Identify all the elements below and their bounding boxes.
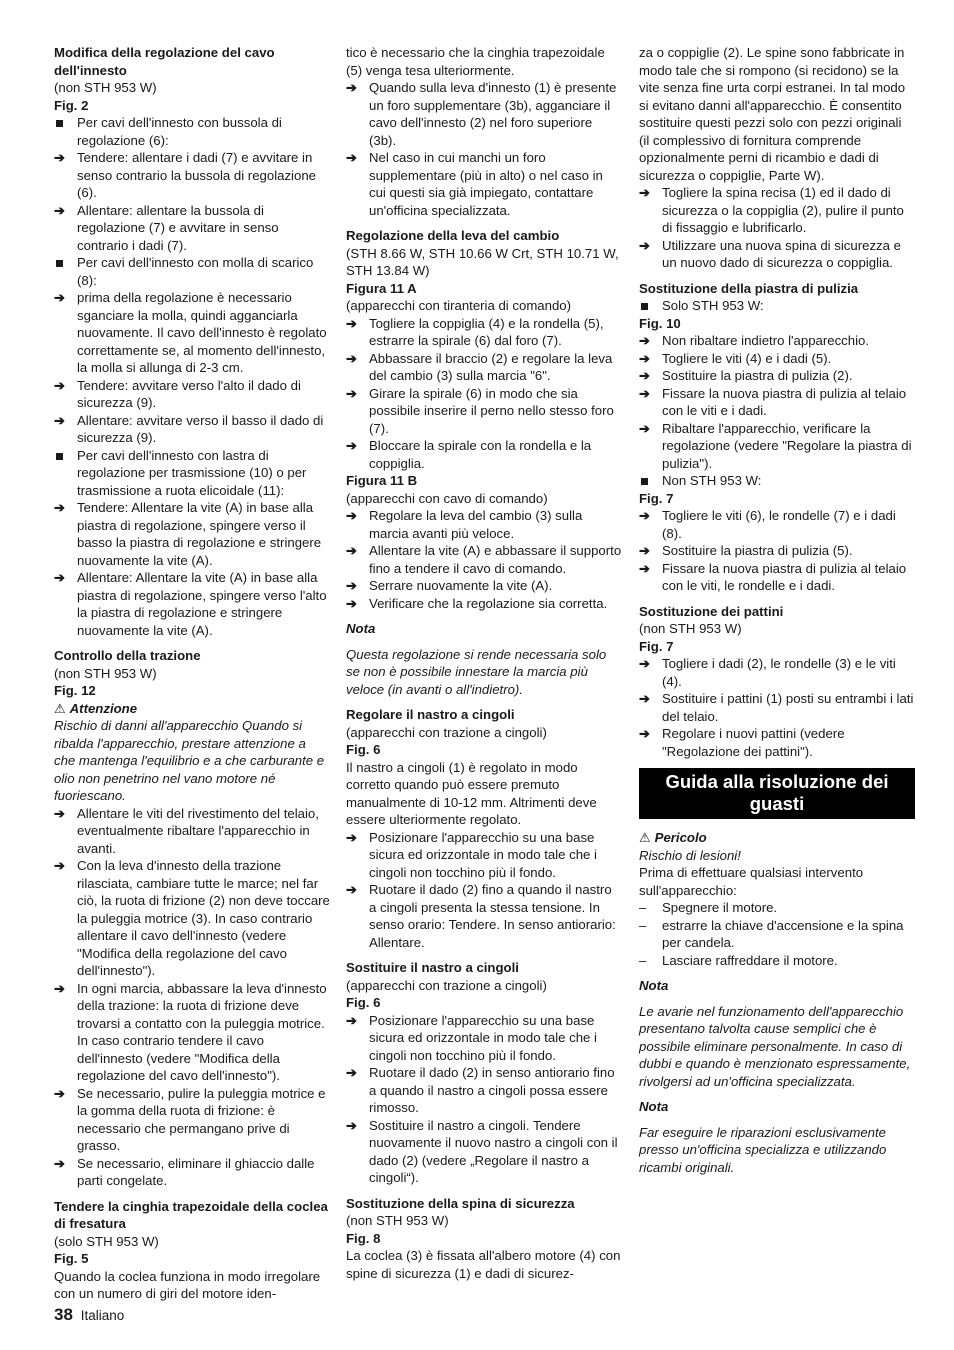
step-item [639,542,915,560]
paragraph: za o coppiglie (2). Le spine sono fabbricate in modo tale che si rompono (si recidono) se la vite senza fine urta corpi estranei. In tal modo si evitano danni all'apparecchio. È consentito sostituire questi pezzi solo con pezzi originali (il complessivo di fornitura comprende opzionalmente perni di ricambio e dadi di sicurezza o coppiglie, Parte W). [639,45,906,183]
note-text: Questa regolazione si rende necessaria solo se non è possibile innestare la marcia più veloce (in avanti o all'indietro). [346,646,607,697]
item-text: Serrare nuovamente la vite (A). [369,578,553,593]
dash-icon: – [639,900,647,915]
step-item [54,857,330,980]
item-text: Ruotare il dado (2) in senso antiorario fino a quando il nastro a cingoli possa essere rimosso. [369,1065,615,1115]
step-item [346,542,622,577]
square-bullet-icon [639,297,657,315]
step-item [639,725,915,760]
item-text: Allentare: allentare la bussola di regolazione (7) e avvitare in senso contrario i dadi (7). [77,202,279,253]
warning-label: Pericolo [654,830,707,845]
arrow-right-icon: ➔ [54,805,65,821]
note-text: Far eseguire le riparazioni esclusivamente presso un'officina specializza e utilizzando ricambi originali. [639,1124,887,1175]
dash-icon: – [639,917,647,933]
paragraph: (non STH 953 W) [346,1213,449,1228]
step-item [54,499,330,569]
arrow-right-icon: ➔ [346,595,357,611]
paragraph: Prima di effettuare qualsiasi intervento sull'apparecchio: [639,865,864,898]
item-text: Sostituire la piastra di pulizia (2). [662,368,853,383]
figure-ref: Fig. 6 [346,742,381,757]
item-text: Lasciare raffreddare il motore. [662,952,838,968]
item-text: Posizionare l'apparecchio su una base sicura ed orizzontale in modo tale che i cingoli non tocchino più il fondo. [369,829,597,880]
item-text: Se necessario, eliminare il ghiaccio dalle parti congelate. [77,1155,315,1188]
section-heading: Regolare il nastro a cingoli [346,707,515,722]
arrow-right-icon: ➔ [346,543,357,558]
section-heading: Sostituzione della piastra di pulizia [639,280,859,296]
item-text: Per cavi dell'innesto con lastra di regolazione per trasmissione (10) o per trasmissione a ruota elicoidale (11): [77,447,307,498]
step-item [639,507,915,542]
step-item [54,569,330,639]
item-text: Togliere le viti (6), le rondelle (7) e i dadi (8). [662,508,896,541]
step-item [54,202,330,255]
arrow-right-icon: ➔ [346,1012,357,1028]
section-heading: Tendere la cinghia trapezoidale della coclea di fresatura [54,1198,328,1231]
item-text: Fissare la nuova piastra di pulizia al telaio con le viti, le rondelle e i dadi. [662,560,907,593]
step-item [639,237,915,272]
square-bullet-icon [54,447,72,465]
column-1 [54,44,330,1303]
arrow-right-icon: ➔ [54,377,65,393]
section-heading: Controllo della trazione [54,648,201,663]
column-3 [639,44,915,1176]
arrow-right-icon: ➔ [639,560,650,576]
item-text: Togliere la spina recisa (1) ed il dado di sicurezza o la coppiglia (2), pulire il punto di fissaggio e lubrificarlo. [662,185,904,235]
item-text: Regolare i nuovi pattini (vedere "Regolazione dei pattini"). [662,726,845,759]
arrow-right-icon: ➔ [639,543,650,558]
figure-ref: Fig. 8 [346,1230,381,1246]
bullet-item [639,297,915,315]
section-heading: Modifica della regolazione del cavo dell'innesto [54,45,275,78]
paragraph: tico è necessario che la cinghia trapezoidale (5) venga tesa ulteriormente. [346,45,605,78]
page-footer [54,1306,124,1325]
paragraph: (non STH 953 W) [639,621,742,636]
item-text: Solo STH 953 W: [662,298,764,313]
item-text: Allentare la vite (A) e abbassare il supporto fino a tendere il cavo di comando. [369,543,622,576]
note-text: Le avarie nel funzionamento dell'apparecchio presentano talvolta cause semplici che è possibile eliminare personalmente. In caso di dubbi e quando è menzionato espressamente, rivolgersi ad un'officina specializzata. [639,1003,911,1089]
arrow-right-icon: ➔ [54,1155,65,1171]
step-item [54,980,330,1085]
section-heading: Sostituzione della spina di sicurezza [346,1195,575,1211]
step-item [346,149,622,219]
item-text: Non STH 953 W: [662,473,762,488]
page-number: 38 [54,1305,73,1324]
figure-ref: Figura 11 A [346,280,417,296]
step-item [639,184,915,237]
arrow-right-icon: ➔ [639,726,650,741]
item-text: Per cavi dell'innesto con molla di scarico (8): [77,255,314,288]
item-text: Sostituire il nastro a cingoli. Tendere nuovamente il nuovo nastro a cingoli con il dado (2) (vedere „Regolare il nastro a cingoli“). [369,1117,618,1185]
item-text: Fissare la nuova piastra di pulizia al telaio con le viti e i dadi. [662,385,907,418]
item-text: Girare la spirale (6) in modo che sia possibile inserire il perno nello stesso foro (7). [369,385,614,436]
arrow-right-icon: ➔ [346,508,357,523]
item-text: Ribaltare l'apparecchio, verificare la regolazione (vedere "Regolare la piastra di pulizia"). [662,420,912,471]
bullet-item [639,472,915,490]
item-text: Sostituire la piastra di pulizia (5). [662,543,853,558]
paragraph: (STH 8.66 W, STH 10.66 W Crt, STH 10.71 W, STH 13.84 W) [346,245,619,278]
step-item [54,1085,330,1155]
paragraph: (solo STH 953 W) [54,1233,159,1249]
item-text: estrarre la chiave d'accensione e la spina per candela. [662,917,904,950]
figure-ref: Fig. 7 [639,490,674,506]
step-item [54,805,330,858]
arrow-right-icon: ➔ [346,829,357,845]
step-item [346,881,622,951]
item-text: prima della regolazione è necessario sganciare la molla, quindi agganciarla nuovamente. Il cavo dell'innesto è regolato correttamente se, al momento dell'innesto, la molla si allunga di 2-3 cm. [77,290,327,375]
item-text: Allentare: Allentare la vite (A) in base alla piastra di regolazione, spingere verso l'alto la piastra di regolazione e stringere nuovamente la vite (A). [77,570,327,638]
item-text: Non ribaltare indietro l'apparecchio. [662,333,870,348]
item-text: Con la leva d'innesto della trazione rilasciata, cambiare tutte le marce; nel far ciò, la ruota di frizione (2) non deve toccare la puleggia motrice (3). In caso contrario allentare il cavo dell'innesto (vedere "Modifica della regolazione del cavo dell'innesto"). [77,858,330,978]
arrow-right-icon: ➔ [639,368,650,383]
step-item [346,1064,622,1117]
step-item [639,690,915,725]
item-text: Verificare che la regolazione sia corretta. [369,595,608,611]
arrow-right-icon: ➔ [54,202,65,218]
paragraph: (apparecchi con trazione a cingoli) [346,724,547,740]
figure-ref: Figura 11 B [346,473,418,488]
item-text: Tendere: allentare i dadi (7) e avvitare in senso contrario la bussola di regolazione (6). [77,150,316,200]
step-item [54,412,330,447]
step-item [346,385,622,438]
arrow-right-icon: ➔ [639,420,650,436]
section-heading: Sostituire il nastro a cingoli [346,960,519,975]
section-heading: Sostituzione dei pattini [639,603,784,619]
note-heading: Nota [639,1099,669,1114]
item-text: Per cavi dell'innesto con bussola di regolazione (6): [77,115,282,148]
step-item [639,420,915,473]
step-item [346,577,622,595]
item-text: Togliere i dadi (2), le rondelle (3) e le viti (4). [662,656,896,689]
item-text: Tendere: avvitare verso l'alto il dado di sicurezza (9). [77,377,301,410]
bullet-item [54,114,330,149]
warning-icon: ⚠ [54,700,66,716]
arrow-right-icon: ➔ [54,500,65,515]
arrow-right-icon: ➔ [346,578,357,593]
paragraph: (apparecchi con trazione a cingoli) [346,977,547,993]
paragraph: (non STH 953 W) [54,665,157,681]
item-text: Tendere: Allentare la vite (A) in base alla piastra di regolazione, spingere verso il basso la piastra di regolazione e stringere nuovamente la vite (A). [77,500,322,568]
footer-language: Italiano [80,1308,125,1323]
step-item [346,595,622,613]
arrow-right-icon: ➔ [54,570,65,585]
item-text: Spegnere il motore. [662,900,778,915]
arrow-right-icon: ➔ [639,508,650,523]
arrow-right-icon: ➔ [346,315,357,331]
note-text: Rischio di danni all'apparecchio Quando si ribalda l'apparecchio, prestare attenzione a che mantenga l'equilibrio e a che carburante e olio non penetrino nel vano motore né fuoriescano. [54,718,325,803]
step-item [54,149,330,202]
paragraph: (non STH 953 W) [54,80,157,95]
figure-ref: Fig. 10 [639,315,681,331]
square-bullet-icon [54,254,72,272]
note-heading: Nota [346,621,376,636]
arrow-right-icon: ➔ [639,237,650,253]
arrow-right-icon: ➔ [639,333,650,348]
bullet-item [54,447,330,500]
square-bullet-icon [639,472,657,490]
arrow-right-icon: ➔ [54,980,65,996]
step-item [639,332,915,350]
figure-ref: Fig. 2 [54,97,89,113]
step-item [639,367,915,385]
step-item [346,315,622,350]
arrow-right-icon: ➔ [346,350,357,366]
warning-heading [54,700,330,718]
step-item [346,437,622,472]
arrow-right-icon: ➔ [639,691,650,706]
step-item [346,350,622,385]
note-text: Rischio di lesioni! [639,847,741,863]
note-heading: Nota [639,978,669,993]
arrow-right-icon: ➔ [54,290,65,305]
arrow-right-icon: ➔ [54,150,65,165]
paragraph: Quando la coclea funziona in modo irregolare con un numero di giri del motore iden- [54,1268,321,1301]
step-item [54,289,330,377]
item-text: In ogni marcia, abbassare la leva d'innesto della trazione: la ruota di frizione deve trovarsi a contatto con la puleggia motrice. In caso contrario tendere il cavo dell'innesto (vedere "Modifica della regolazione del cavo dell'innesto"). [77,980,327,1083]
warning-icon: ⚠ [639,830,651,845]
arrow-right-icon: ➔ [346,1117,357,1133]
step-item [346,829,622,882]
item-text: Se necessario, pulire la puleggia motrice e la gomma della ruota di frizione: è necessario che permangano prive di grasso. [77,1085,326,1153]
arrow-right-icon: ➔ [346,438,357,453]
arrow-right-icon: ➔ [54,858,65,873]
item-text: Regolare la leva del cambio (3) sulla marcia avanti più veloce. [369,508,583,541]
paragraph: La coclea (3) è fissata all'albero motore (4) con spine di sicurezza (1) e dadi di sicurez- [346,1248,621,1281]
step-item [54,377,330,412]
section-heading: Regolazione della leva del cambio [346,228,560,243]
item-text: Sostituire i pattini (1) posti su entrambi i lati del telaio. [662,691,914,724]
item-text: Bloccare la spirale con la rondella e la coppiglia. [369,438,592,471]
arrow-right-icon: ➔ [639,350,650,366]
step-item [346,79,622,149]
step-item [346,1012,622,1065]
arrow-right-icon: ➔ [346,150,357,165]
item-text: Togliere la coppiglia (4) e la rondella (5), estrarre la spirale (6) dal foro (7). [369,315,604,348]
arrow-right-icon: ➔ [346,385,357,401]
item-text: Nel caso in cui manchi un foro supplementare (più in alto) o nel caso in cui questi sia già impiegato, contattare un'officina specializzata. [369,150,603,218]
warning-heading [639,829,915,847]
figure-ref: Fig. 5 [54,1251,89,1266]
dash-item [639,899,915,917]
item-text: Utilizzare una nuova spina di sicurezza e un nuovo dado di sicurezza o coppiglia. [662,237,901,270]
figure-ref: Fig. 12 [54,683,96,698]
arrow-right-icon: ➔ [54,412,65,428]
column-2 [346,44,622,1282]
arrow-right-icon: ➔ [639,656,650,671]
arrow-right-icon: ➔ [639,185,650,200]
step-item [639,560,915,595]
arrow-right-icon: ➔ [346,80,357,95]
paragraph: (apparecchi con tiranteria di comando) [346,298,572,313]
item-text: Allentare le viti del rivestimento del telaio, eventualmente ribaltare l'apparecchio in avanti. [77,805,319,856]
arrow-right-icon: ➔ [639,385,650,401]
item-text: Allentare: avvitare verso il basso il dado di sicurezza (9). [77,412,324,445]
step-item [639,385,915,420]
arrow-right-icon: ➔ [54,1085,65,1101]
arrow-right-icon: ➔ [346,1065,357,1080]
item-text: Abbassare il braccio (2) e regolare la leva del cambio (3) sulla marcia "6". [369,350,613,383]
figure-ref: Fig. 6 [346,995,381,1010]
dash-icon: – [639,952,647,968]
dash-item [639,917,915,952]
bullet-item [54,254,330,289]
section-banner: Guida alla risoluzione dei guasti [639,768,915,819]
item-text: Quando sulla leva d'innesto (1) è presente un foro supplementare (3b), agganciare il cavo dell'innesto (2) nel foro superiore (3b). [369,80,617,148]
step-item [639,655,915,690]
item-text: Ruotare il dado (2) fino a quando il nastro a cingoli presenta la stessa tensione. In senso orario: Tendere. In senso antiorario: Allentare. [369,882,616,950]
dash-item [639,952,915,970]
square-bullet-icon [54,114,72,132]
warning-label: Attenzione [69,700,138,716]
item-text: Togliere le viti (4) e i dadi (5). [662,350,832,366]
figure-ref: Fig. 7 [639,638,674,654]
paragraph: (apparecchi con cavo di comando) [346,490,548,506]
arrow-right-icon: ➔ [346,882,357,897]
item-text: Posizionare l'apparecchio su una base sicura ed orizzontale in modo tale che i cingoli non tocchino più il fondo. [369,1012,597,1063]
step-item [54,1155,330,1190]
step-item [346,1117,622,1187]
step-item [639,350,915,368]
paragraph: Il nastro a cingoli (1) è regolato in modo corretto quando può essere premuto manualmente di 10-12 mm. Altrimenti deve essere ulteriormente regolato. [346,759,597,827]
step-item [346,507,622,542]
